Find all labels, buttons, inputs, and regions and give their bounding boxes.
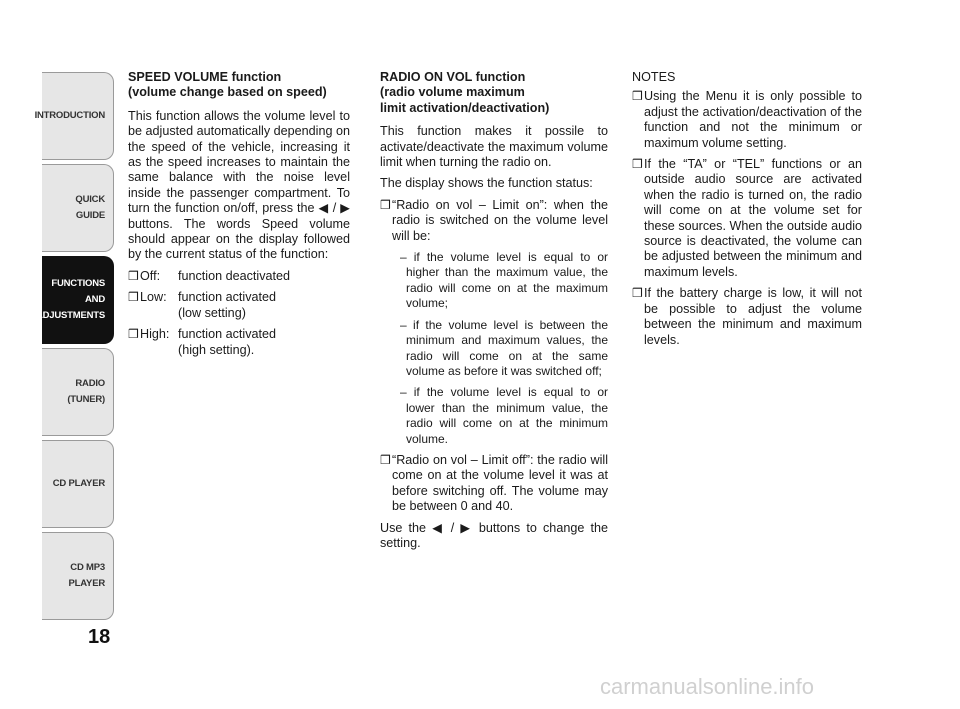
section-title: SPEED VOLUME function bbox=[128, 70, 282, 84]
bullet-item bbox=[632, 89, 862, 151]
option-label: High: bbox=[140, 327, 170, 342]
bullet-item bbox=[632, 157, 862, 280]
sub-item: – if the volume level is equal to or lower than the minimum value, the radio will come on at the minimum volume. bbox=[400, 385, 608, 446]
column-speed-volume bbox=[128, 70, 350, 364]
checkbox-bullet-icon: ❒ bbox=[128, 268, 139, 283]
tab-label: CD MP3 PLAYER bbox=[68, 562, 105, 589]
tab-radio-tuner[interactable] bbox=[42, 348, 114, 436]
column-radio-on-vol bbox=[380, 70, 608, 557]
section-subtitle: (radio volume maximum bbox=[380, 85, 525, 100]
sub-item: – if the volume level is equal to or higher than the maximum value, the radio will come on at the maximum volume; bbox=[400, 250, 608, 311]
bullet-item bbox=[380, 198, 608, 244]
tab-label: FUNCTIONS AND ADJUSTMENTS bbox=[35, 278, 105, 321]
checkbox-bullet-icon: ❒ bbox=[632, 157, 643, 172]
watermark-text: carmanualsonline.info bbox=[600, 674, 815, 699]
checkbox-bullet-icon: ❒ bbox=[632, 286, 643, 301]
option-value: function activated (low setting) bbox=[178, 290, 277, 320]
bullet-text: If the “TA” or “TEL” functions or an outside audio source are activated when the radio is turned on, the radio will come on at the volume set for these sources. When the outside audio source is deactivated, the volume can be adjusted between the minimum and maximum levels. bbox=[644, 157, 862, 279]
checkbox-bullet-icon: ❒ bbox=[128, 327, 139, 342]
bullet-text: Using the Menu it is only possible to adjust the activation/deactivation of the function and not the minimum or maximum volume setting. bbox=[644, 89, 862, 150]
bullet-item bbox=[380, 453, 608, 515]
section-subtitle: limit activation/deactivation) bbox=[380, 100, 550, 115]
tab-functions-and-adjustments[interactable] bbox=[35, 256, 114, 344]
column-notes bbox=[632, 70, 862, 354]
option-item bbox=[128, 290, 350, 321]
section-title: RADIO ON VOL function bbox=[380, 70, 526, 84]
tab-label: RADIO (TUNER) bbox=[67, 378, 105, 405]
bullet-text: “Radio on vol – Limit on”: when the radio is switched on the volume level will be: bbox=[392, 197, 608, 243]
page-number: 18 bbox=[88, 626, 111, 648]
tab-label: INTRODUCTION bbox=[34, 110, 105, 121]
option-label: Off: bbox=[140, 268, 161, 283]
option-item bbox=[128, 327, 350, 358]
bullet-text: “Radio on vol – Limit off”: the radio will come on at the volume level it was at before switching off. The volume may be between 0 and 40. bbox=[392, 452, 608, 514]
section-subtitle: (volume change based on speed) bbox=[128, 85, 327, 100]
body-paragraph: Use the ◀ / ▶ buttons to change the setting. bbox=[380, 520, 608, 550]
option-label: Low: bbox=[140, 290, 167, 305]
tab-introduction[interactable] bbox=[34, 72, 114, 160]
option-item bbox=[128, 269, 350, 284]
checkbox-bullet-icon: ❒ bbox=[380, 452, 391, 467]
notes-heading: NOTES bbox=[632, 70, 676, 84]
body-paragraph: This function allows the volume level to be adjusted automatically depending on the speed of the vehicle, increasing it as the speed increases to maintain the same balance with the noise level inside the passenger compartment. To turn the function on/off, press the ◀ / ▶ buttons. The words Speed volume should appear on the display followed by the current status of the function: bbox=[128, 108, 350, 262]
checkbox-bullet-icon: ❒ bbox=[128, 290, 139, 305]
body-paragraph: The display shows the function status: bbox=[380, 176, 593, 191]
tab-cd-player[interactable] bbox=[42, 440, 114, 528]
checkbox-bullet-icon: ❒ bbox=[632, 89, 643, 104]
sub-item: – if the volume level is between the minimum and maximum values, the radio will come on at the same volume as before it was switched off; bbox=[400, 317, 608, 378]
option-value: function deactivated bbox=[178, 268, 291, 283]
body-paragraph: This function makes it possile to activate/deactivate the maximum volume limit when turning the radio on. bbox=[380, 124, 608, 170]
tab-label: QUICK GUIDE bbox=[75, 194, 105, 221]
bullet-item bbox=[632, 286, 862, 348]
checkbox-bullet-icon: ❒ bbox=[380, 197, 391, 212]
tab-label: CD PLAYER bbox=[52, 478, 105, 489]
option-value: function activated (high setting). bbox=[178, 327, 277, 357]
tab-quick-guide[interactable] bbox=[42, 164, 114, 252]
bullet-text: If the battery charge is low, it will not be possible to adjust the volume between the minimum and maximum levels. bbox=[644, 286, 862, 347]
tab-cd-mp3-player[interactable] bbox=[42, 532, 114, 620]
